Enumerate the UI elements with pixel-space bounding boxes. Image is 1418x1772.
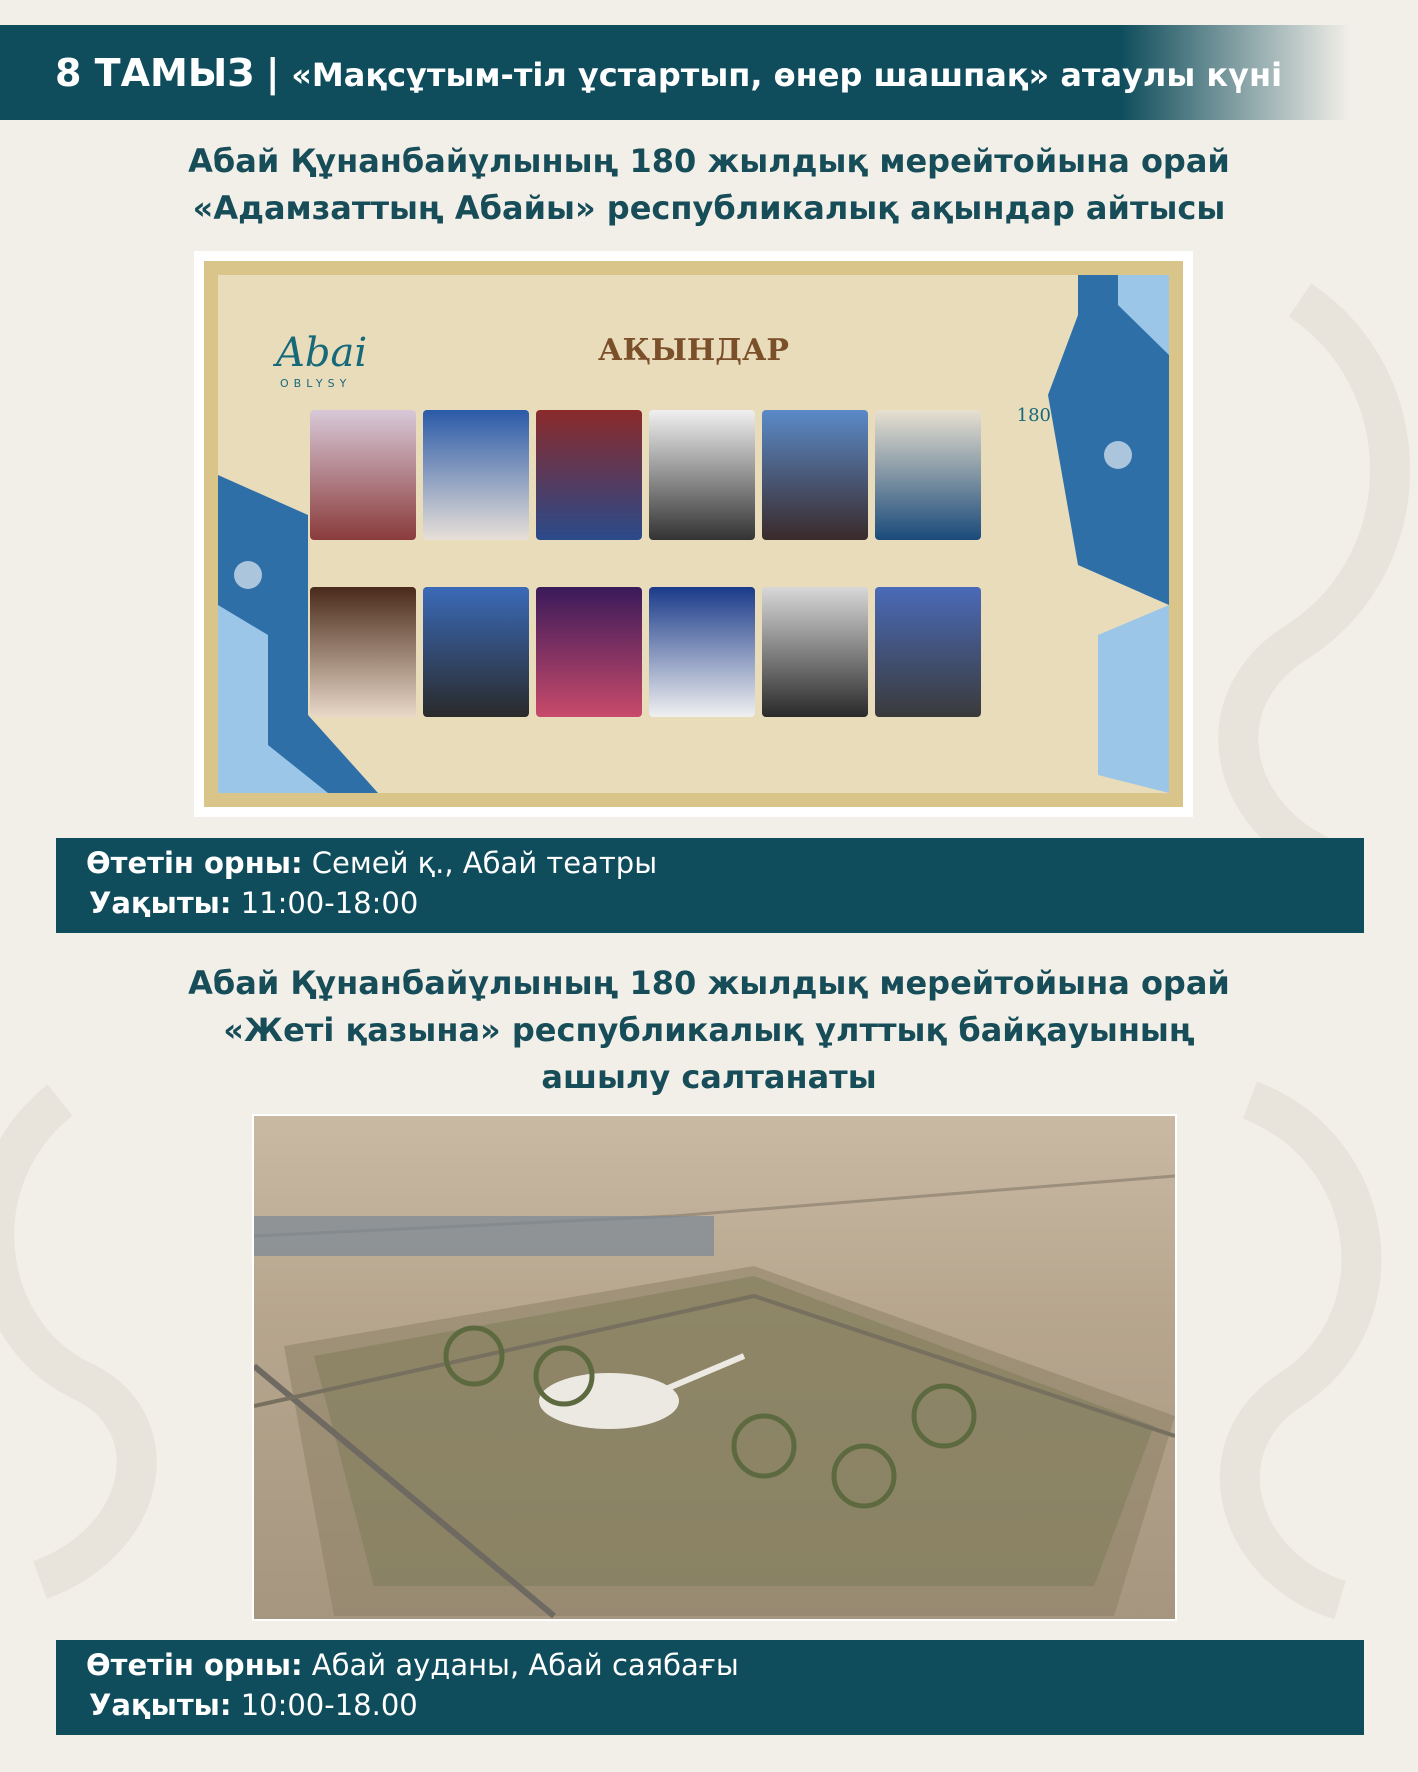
abai-oblysy-logo: Abai (276, 330, 368, 376)
aerial-park-illustration (254, 1116, 1175, 1619)
event-1-venue-label: Өтетін орны: (86, 846, 303, 880)
event-2-venue-value: Абай ауданы, Абай саябағы (311, 1648, 739, 1682)
poet-portrait (762, 587, 868, 717)
poet-portrait (423, 587, 529, 717)
poet-portrait (875, 410, 981, 540)
poet-portrait (649, 410, 755, 540)
event-1-time (89, 886, 418, 920)
poet-portrait (536, 587, 642, 717)
event-2-aerial-photo (252, 1114, 1177, 1621)
event-1-venue-value: Семей қ., Абай театры (311, 846, 658, 880)
event-2-venue (86, 1648, 739, 1682)
banner-title: «Мақсұтым-тіл ұстартып, өнер шашпақ» атаулы күні (291, 55, 1283, 94)
event-2-time-label: Уақыты: (89, 1688, 232, 1722)
event-2-venue-label: Өтетін орны: (86, 1648, 303, 1682)
poet-portrait (536, 410, 642, 540)
header-banner (0, 25, 1350, 120)
event-2-heading-line3: ашылу салтанаты (541, 1058, 877, 1096)
event-1-heading-line2: «Адамзаттың Абайы» республикалық ақындар айтысы (192, 189, 1226, 227)
banner-date: 8 ТАМЫЗ (55, 50, 255, 95)
abai-oblysy-logo-sub: OBLYSY (280, 377, 352, 390)
event-1-heading-line1: Абай Құнанбайұлының 180 жылдық мерейтойына орай (188, 142, 1230, 180)
event-2-heading-line2: «Жеті қазына» республикалық ұлттық байқауының (223, 1011, 1195, 1049)
event-2-heading-line1: Абай Құнанбайұлының 180 жылдық мерейтойына орай (188, 964, 1230, 1002)
poet-portrait (310, 410, 416, 540)
event-1-time-label: Уақыты: (89, 886, 232, 920)
poet-portrait (649, 587, 755, 717)
event-2-info-box (56, 1640, 1364, 1735)
event-1-info-box (56, 838, 1364, 933)
poet-portrait (762, 410, 868, 540)
event-2-heading (0, 960, 1418, 1101)
poster-title: АҚЫНДАР (598, 333, 789, 368)
event-1-heading (0, 138, 1418, 232)
event-2-time-value: 10:00-18.00 (240, 1688, 418, 1722)
event-1-poster-image (194, 251, 1193, 817)
banner-separator: | (265, 50, 280, 95)
anniversary-180-emblem: 180 (1016, 405, 1051, 426)
poet-portrait (423, 410, 529, 540)
poet-portrait (875, 587, 981, 717)
poet-portrait (310, 587, 416, 717)
event-1-time-value: 11:00-18:00 (240, 886, 419, 920)
event-2-time (89, 1688, 418, 1722)
event-1-venue (86, 846, 657, 880)
